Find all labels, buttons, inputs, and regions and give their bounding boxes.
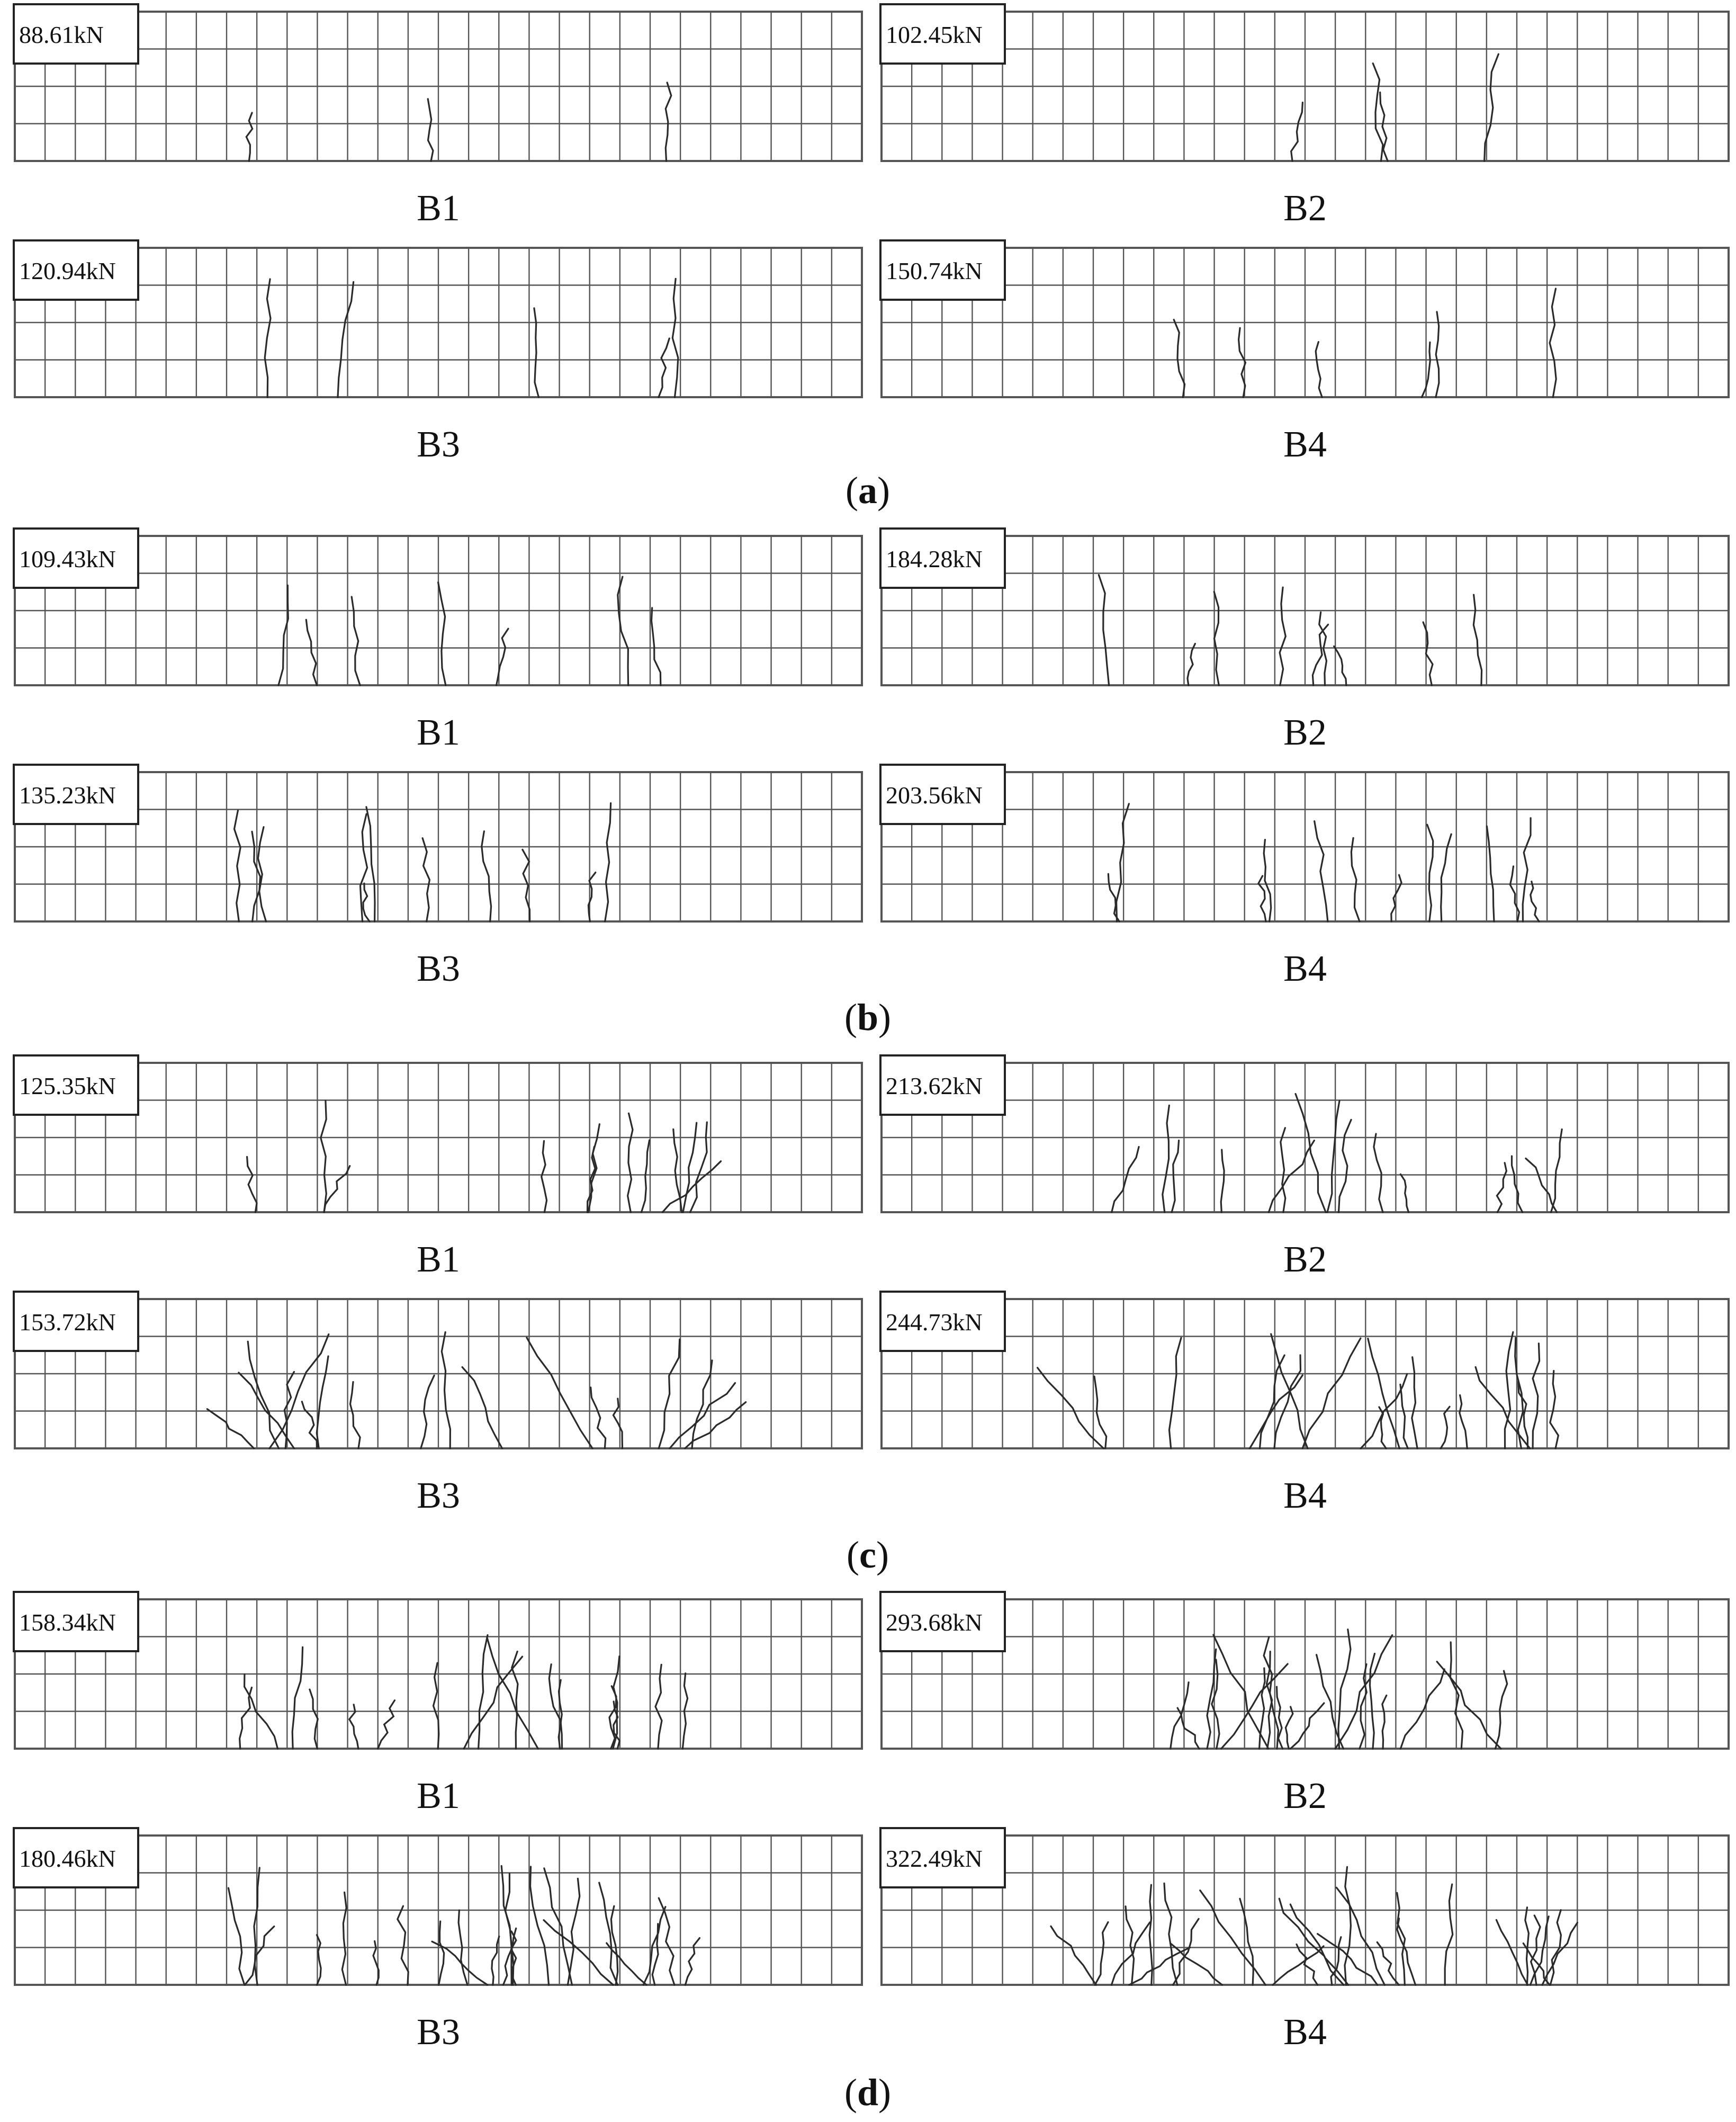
load-value: 150.74kN	[886, 257, 983, 284]
beam-panel-b2	[880, 1055, 1729, 1280]
beam-panel-b1	[14, 1592, 862, 1816]
beam-panel-b1	[14, 529, 862, 753]
beam-caption: B4	[1283, 948, 1327, 989]
beam-panel-b2	[880, 4, 1729, 229]
beam-panel-b1	[14, 1055, 862, 1280]
group-label: (b)	[844, 996, 892, 1038]
load-value: 322.49kN	[886, 1845, 983, 1872]
beam-panel-b4	[880, 1292, 1729, 1516]
load-value: 293.68kN	[886, 1609, 983, 1636]
load-value: 102.45kN	[886, 21, 983, 48]
beam-caption: B3	[417, 2012, 460, 2053]
group-a	[14, 4, 1729, 512]
group-letter: d	[857, 2071, 879, 2114]
beam-panel-b2	[880, 529, 1729, 753]
load-value: 109.43kN	[19, 545, 116, 572]
beam-caption: B3	[417, 948, 460, 989]
beam-caption: B2	[1283, 188, 1327, 229]
beam-caption: B1	[417, 1776, 460, 1816]
beam-caption: B2	[1283, 712, 1327, 753]
beam-panel-b4	[880, 240, 1729, 465]
load-value: 180.46kN	[19, 1845, 116, 1872]
load-value: 184.28kN	[886, 545, 983, 572]
load-value: 244.73kN	[886, 1309, 983, 1336]
beam-caption: B2	[1283, 1776, 1327, 1816]
beam-caption: B3	[417, 1475, 460, 1516]
beam-caption: B1	[417, 188, 460, 229]
group-c	[14, 1055, 1729, 1576]
beam-caption: B4	[1283, 1475, 1327, 1516]
load-value: 88.61kN	[19, 21, 104, 48]
beam-caption: B1	[417, 1239, 460, 1280]
group-label: (a)	[845, 469, 890, 512]
beam-panel-b3	[14, 1292, 862, 1516]
beam-panel-b3	[14, 240, 862, 465]
beam-panel-b1	[14, 4, 862, 229]
group-b	[14, 529, 1729, 1038]
load-value: 135.23kN	[19, 782, 116, 809]
group-letter: b	[857, 996, 879, 1038]
beam-panel-b2	[880, 1592, 1729, 1816]
beam-caption: B4	[1283, 424, 1327, 465]
load-value: 125.35kN	[19, 1072, 116, 1099]
group-d	[14, 1592, 1729, 2114]
group-letter: c	[859, 1534, 876, 1576]
beam-caption: B2	[1283, 1239, 1327, 1280]
load-value: 153.72kN	[19, 1309, 116, 1336]
group-letter: a	[858, 469, 877, 512]
load-value: 213.62kN	[886, 1072, 983, 1099]
load-value: 158.34kN	[19, 1609, 116, 1636]
beam-panel-b3	[14, 1828, 862, 2053]
load-value: 203.56kN	[886, 782, 983, 809]
beam-panel-b4	[880, 1828, 1729, 2053]
beam-caption: B1	[417, 712, 460, 753]
load-value: 120.94kN	[19, 257, 116, 284]
group-label: (c)	[847, 1534, 889, 1576]
beam-caption: B3	[417, 424, 460, 465]
beam-caption: B4	[1283, 2012, 1327, 2053]
group-label: (d)	[844, 2071, 892, 2114]
beam-panel-b3	[14, 765, 862, 989]
beam-panel-b4	[880, 765, 1729, 989]
